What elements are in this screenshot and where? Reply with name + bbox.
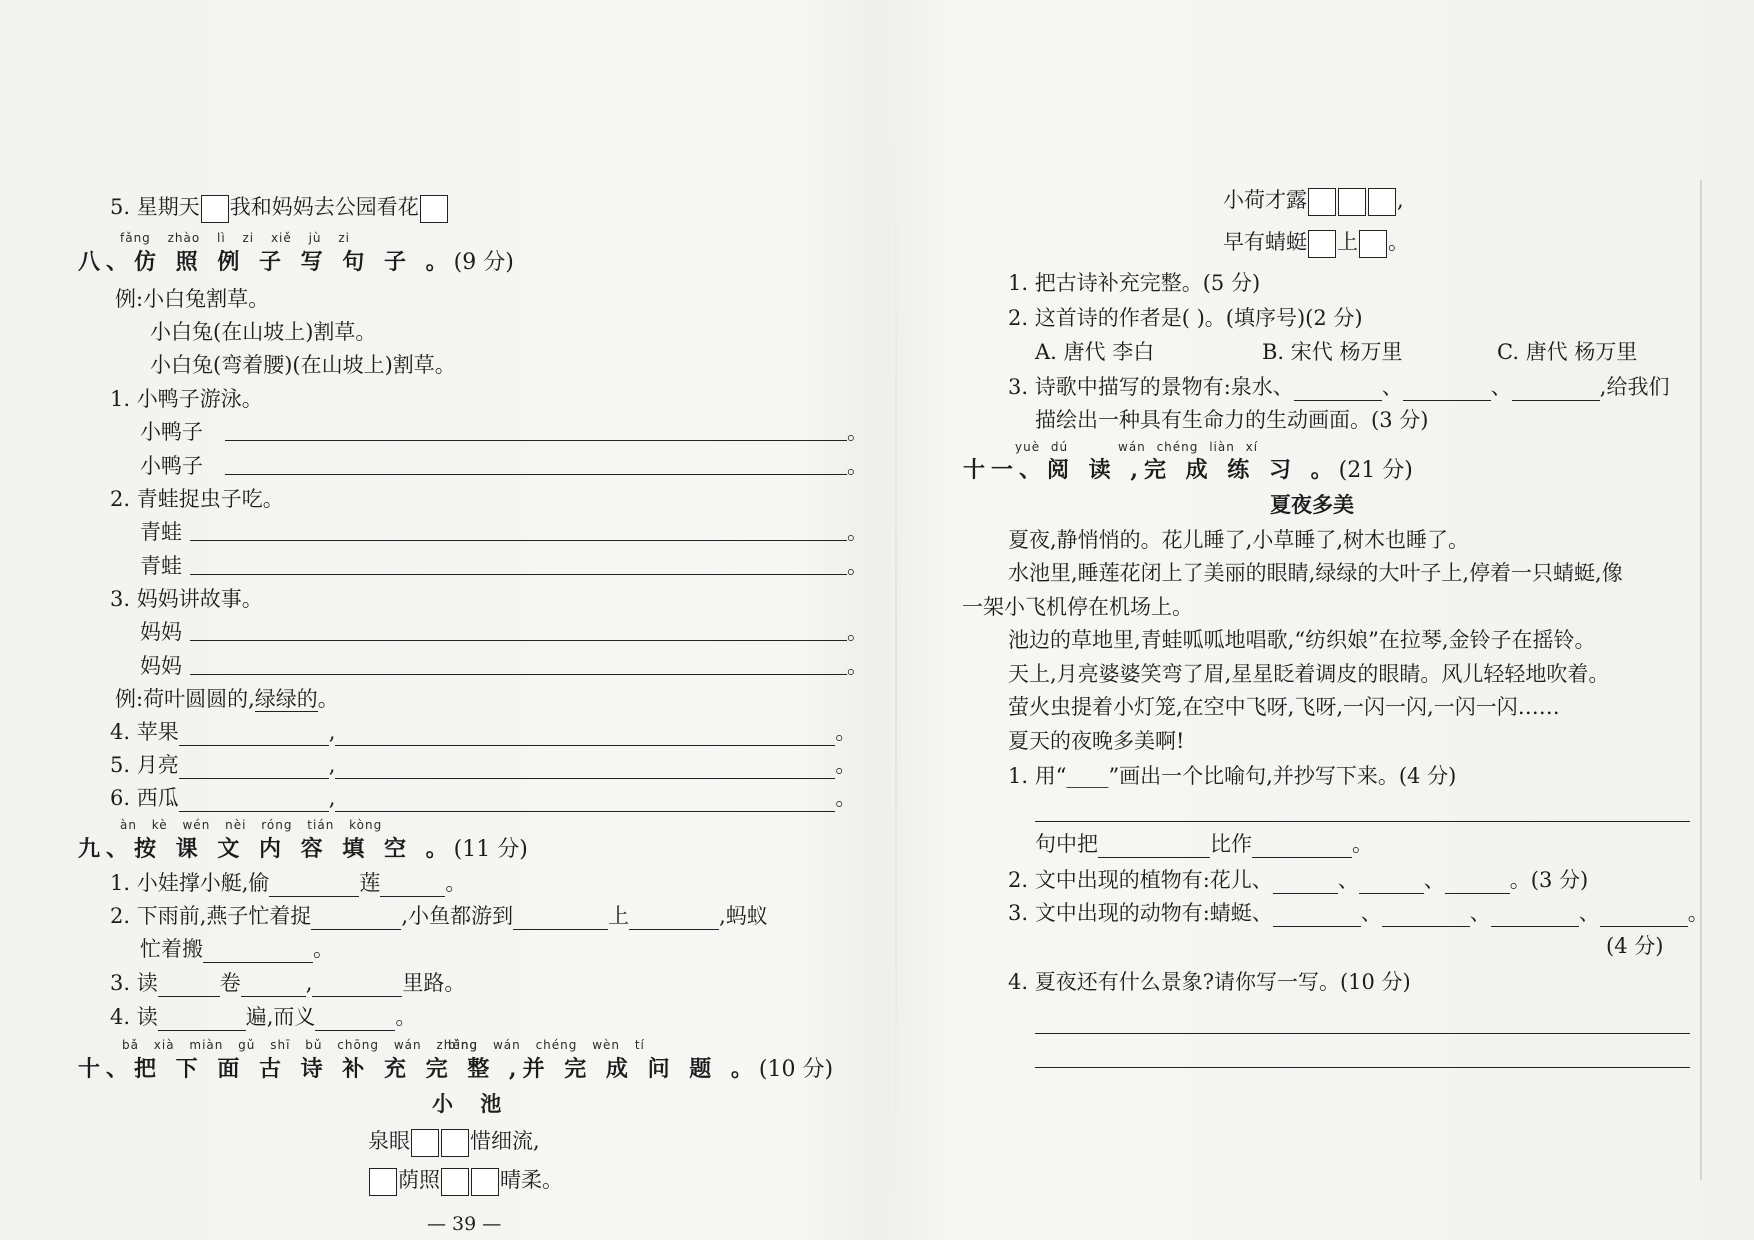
q9-item-3 (110, 969, 465, 997)
q10-pinyin-2: bìng wán chéng wèn tí (448, 1038, 645, 1052)
q8-item-2-prompt: 2. 青蛙捉虫子吃。 (110, 487, 284, 511)
comma: , (305, 971, 313, 995)
q8-item-4-label: 4. 苹果 (110, 720, 179, 744)
answer-blank[interactable] (315, 1008, 395, 1031)
q8-heading-text: 八、仿 照 例 子 写 句 子 。 (78, 249, 454, 275)
poem-text: 晴柔。 (500, 1168, 563, 1192)
q9-item-4-text: 遍,而义 (245, 1005, 316, 1029)
q11-score: (21 分) (1338, 458, 1413, 483)
q8-item-3-stem: 妈妈 (140, 654, 182, 678)
q9-item-2-text: ,蚂蚁 (719, 904, 768, 928)
answer-blank[interactable] (179, 789, 329, 812)
period: 。 (835, 786, 857, 810)
answer-line[interactable] (1035, 821, 1690, 822)
comma: , (328, 720, 336, 744)
answer-blank[interactable] (1600, 904, 1688, 927)
comma: , (328, 753, 336, 777)
q8-item-3-prompt: 3. 妈妈讲故事。 (110, 587, 263, 611)
passage-p3: 池边的草地里,青蛙呱呱地唱歌,“纺织娘”在拉琴,金铃子在摇铃。 (1008, 628, 1596, 652)
q8-item-5 (110, 751, 856, 779)
poem-line-1 (368, 1127, 540, 1157)
answer-blank[interactable] (1359, 871, 1424, 894)
q11-question-2 (1008, 866, 1588, 894)
answer-box[interactable] (201, 195, 229, 223)
answer-blank[interactable] (1252, 835, 1352, 858)
q11-question-3 (1008, 899, 1709, 927)
page-number: — 39 — (427, 1213, 502, 1235)
period: 。 (847, 454, 868, 478)
q9-item-1-text: 莲 (359, 871, 381, 895)
q8-example-2-text: 例:荷叶圆圆的, (115, 687, 255, 711)
answer-blank[interactable] (1273, 904, 1361, 927)
q10-question-3-text: 3. 诗歌中描写的景物有:泉水、 (1008, 375, 1294, 399)
q9-item-2-cont (140, 935, 334, 963)
answer-line[interactable] (225, 440, 847, 441)
answer-blank[interactable] (629, 907, 719, 930)
q8-pinyin: fǎng zhào lì zi xiě jù zi (120, 231, 350, 245)
q11-heading-text: 十一、阅 读 ,完 成 练 习 。 (963, 457, 1339, 483)
answer-box[interactable] (1308, 230, 1336, 258)
period: 。 (847, 554, 868, 578)
passage-title: 夏夜多美 (1270, 492, 1354, 517)
q8-item-2-stem: 青蛙 (140, 520, 182, 544)
answer-blank[interactable] (335, 756, 835, 779)
answer-blank[interactable] (1512, 378, 1600, 401)
q8-example-line-1: 小白兔(在山坡上)割草。 (150, 320, 377, 344)
answer-box[interactable] (411, 1129, 439, 1157)
answer-blank[interactable] (1445, 871, 1510, 894)
q8-item-3-stem: 妈妈 (140, 620, 182, 644)
period: 。 (847, 620, 868, 644)
answer-box[interactable] (1338, 188, 1366, 216)
q9-item-3-text: 里路。 (402, 971, 466, 995)
answer-line[interactable] (1035, 1067, 1690, 1068)
answer-line[interactable] (190, 540, 847, 541)
q11-pinyin-2: wán chéng liàn xí (1118, 440, 1259, 454)
separator: 、 (1490, 375, 1512, 399)
q8-score: (9 分) (453, 250, 514, 275)
answer-line[interactable] (190, 640, 847, 641)
q10-question-3 (1008, 373, 1669, 401)
q8-item-1-stem: 小鸭子 (140, 420, 203, 444)
q10-question-1: 1. 把古诗补充完整。(5 分) (1008, 271, 1261, 295)
answer-line[interactable] (225, 474, 847, 475)
period: 。 (1687, 901, 1709, 925)
answer-blank[interactable] (312, 974, 402, 997)
separator: 、 (1423, 868, 1445, 892)
poem-text: 小荷才露 (1223, 188, 1307, 212)
q9-item-2 (110, 902, 768, 930)
q11-question-3-score: (4 分) (1606, 934, 1664, 958)
poem-line-3 (1223, 186, 1404, 216)
q11-question-4: 4. 夏夜还有什么景象?请你写一写。(10 分) (1008, 970, 1411, 994)
q10-pinyin-1: bǎ xià miàn gǔ shī bǔ chōng wán zhěng (122, 1038, 478, 1052)
poem-text: 早有蜻蜓 (1223, 230, 1307, 254)
q9-item-3-text: 3. 读 (110, 971, 158, 995)
answer-box[interactable] (441, 1129, 469, 1157)
q11-question-3-text: 3. 文中出现的动物有:蜻蜓、 (1008, 901, 1273, 925)
q9-item-1-text: 1. 小娃撑小艇,偷 (110, 871, 270, 895)
q9-score: (11 分) (453, 837, 528, 862)
answer-blank[interactable] (1403, 378, 1491, 401)
q7-item-5-text: 我和妈妈去公园看花 (229, 195, 419, 219)
q7-item-5-label: 5. 星期天 (110, 195, 200, 219)
separator: 、 (1469, 901, 1491, 925)
answer-box[interactable] (1368, 188, 1396, 216)
period: 。 (445, 871, 467, 895)
q11-question-1-blank (1035, 830, 1373, 858)
poem-line-4 (1223, 228, 1409, 258)
period: 。 (847, 654, 868, 678)
passage-p1: 夏夜,静悄悄的。花儿睡了,小草睡了,树木也睡了。 (1008, 528, 1470, 552)
poem-text: 上 (1337, 230, 1358, 254)
q8-example-label: 例:小白兔割草。 (115, 287, 270, 311)
q11-heading (963, 456, 1413, 485)
q9-item-4 (110, 1003, 416, 1031)
answer-box[interactable] (1359, 230, 1387, 258)
answer-blank[interactable] (311, 907, 401, 930)
answer-blank[interactable] (241, 974, 306, 997)
period: 。 (835, 753, 857, 777)
q10-option-b[interactable]: B. 宋代 杨万里 (1262, 340, 1403, 364)
poem-text: , (1397, 188, 1404, 212)
answer-box[interactable] (1308, 188, 1336, 216)
period: 。 (835, 720, 857, 744)
poem-text: 荫照 (398, 1168, 440, 1192)
q9-item-2-text: 忙着搬 (140, 937, 203, 961)
q9-item-4-text: 4. 读 (110, 1005, 158, 1029)
q9-item-1 (110, 869, 466, 897)
poem-text: 惜细流, (470, 1129, 540, 1153)
q11-question-1-text: 句中把 (1035, 832, 1098, 856)
q11-question-2-text: 。(3 分) (1509, 868, 1589, 892)
q10-question-3-text: ,给我们 (1599, 375, 1670, 399)
passage-p2-cont: 一架小飞机停在机场上。 (962, 595, 1193, 619)
q8-example-line-2: 小白兔(弯着腰)(在山坡上)割草。 (150, 353, 456, 377)
poem-text: 泉眼 (368, 1129, 410, 1153)
q10-score: (10 分) (758, 1057, 834, 1082)
q11-question-2-text: 2. 文中出现的植物有:花儿、 (1008, 868, 1273, 892)
answer-blank[interactable] (335, 723, 835, 746)
q11-pinyin-1: yuè dú (1015, 440, 1069, 454)
page-fold (895, 120, 897, 1220)
answer-line[interactable] (190, 674, 847, 675)
separator: 、 (1360, 901, 1382, 925)
q9-pinyin: àn kè wén nèi róng tián kòng (120, 818, 383, 832)
separator: 、 (1337, 868, 1359, 892)
q9-item-2-text: 上 (608, 904, 630, 928)
passage-p4: 天上,月亮婆婆笑弯了眉,星星眨着调皮的眼睛。风儿轻轻地吹着。 (1008, 662, 1610, 686)
answer-box[interactable] (471, 1168, 499, 1196)
answer-blank[interactable] (269, 874, 359, 897)
period: 。 (847, 420, 868, 444)
q9-heading-text: 九、按 课 文 内 容 填 空 。 (78, 836, 454, 862)
passage-p5: 萤火虫提着小灯笼,在空中飞呀,飞呀,一闪一闪,一闪一闪…… (1008, 695, 1560, 719)
poem-title: 小 池 (432, 1091, 512, 1116)
answer-blank[interactable] (380, 874, 445, 897)
passage-p6: 夏天的夜晚多美啊! (1008, 729, 1185, 753)
q9-heading (78, 835, 528, 864)
q7-item-5 (110, 193, 449, 223)
q8-heading (78, 248, 514, 277)
answer-blank[interactable] (1273, 871, 1338, 894)
answer-blank[interactable] (158, 974, 220, 997)
period: 。 (395, 1005, 417, 1029)
q10-option-c[interactable]: C. 唐代 杨万里 (1497, 340, 1638, 364)
q9-item-2-text: ,小鱼都游到 (401, 904, 514, 928)
separator: 、 (1578, 901, 1600, 925)
q11-question-1-text: 比作 (1210, 832, 1252, 856)
comma: , (328, 786, 336, 810)
period: 。 (317, 687, 339, 711)
answer-blank[interactable] (513, 907, 608, 930)
period: 。 (313, 937, 334, 961)
answer-box[interactable] (441, 1168, 469, 1196)
q10-question-2: 2. 这首诗的作者是( )。(填序号)(2 分) (1008, 306, 1363, 330)
answer-blank[interactable] (1098, 835, 1210, 858)
q9-item-3-text: 卷 (219, 971, 241, 995)
q8-item-1-prompt: 1. 小鸭子游泳。 (110, 387, 263, 411)
q8-example-2 (115, 685, 339, 713)
q11-question-1: 1. 用“____”画出一个比喻句,并抄写下来。(4 分) (1008, 764, 1457, 788)
answer-blank[interactable] (1382, 904, 1470, 927)
answer-blank[interactable] (158, 1008, 246, 1031)
answer-blank[interactable] (335, 789, 835, 812)
answer-blank[interactable] (179, 756, 329, 779)
page-edge (1700, 180, 1702, 1180)
period: 。 (1388, 230, 1409, 254)
q8-item-1-stem: 小鸭子 (140, 454, 203, 478)
passage-p2: 水池里,睡莲花闭上了美丽的眼睛,绿绿的大叶子上,停着一只蜻蜓,像 (1008, 561, 1623, 585)
q10-question-3-cont: 描绘出一种具有生命力的生动画面。(3 分) (1035, 408, 1429, 432)
period: 。 (1352, 832, 1373, 856)
q10-heading-text: 十、把 下 面 古 诗 补 充 完 整 ,并 完 成 问 题 。 (78, 1056, 759, 1082)
answer-blank[interactable] (1294, 378, 1382, 401)
answer-blank[interactable] (1491, 904, 1579, 927)
answer-line[interactable] (1035, 1033, 1690, 1034)
q8-item-4 (110, 718, 856, 746)
q8-item-6-label: 6. 西瓜 (110, 786, 179, 810)
answer-box[interactable] (420, 195, 448, 223)
q10-option-a[interactable]: A. 唐代 李白 (1035, 340, 1155, 364)
q8-example-2-emphasis: 绿绿的 (254, 687, 318, 711)
q8-item-2-stem: 青蛙 (140, 554, 182, 578)
answer-blank[interactable] (179, 723, 329, 746)
answer-box[interactable] (369, 1168, 397, 1196)
q10-heading (78, 1055, 833, 1084)
poem-line-2 (368, 1166, 563, 1196)
answer-blank[interactable] (203, 940, 313, 963)
q8-item-6 (110, 784, 856, 812)
q8-item-5-label: 5. 月亮 (110, 753, 179, 777)
period: 。 (847, 520, 868, 544)
separator: 、 (1381, 375, 1403, 399)
answer-line[interactable] (190, 574, 847, 575)
q9-item-2-text: 2. 下雨前,燕子忙着捉 (110, 904, 312, 928)
